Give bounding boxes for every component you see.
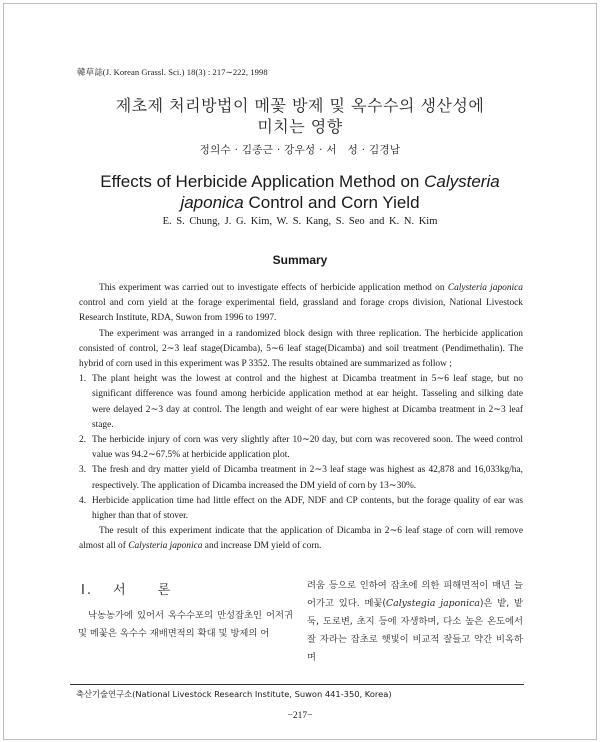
results-list bbox=[79, 372, 523, 524]
introduction-paragraph-right bbox=[307, 577, 523, 667]
body-column-right bbox=[307, 577, 523, 667]
korean-authors: 정의수 · 김종근 · 강우성 · 서 성 · 김경남 bbox=[199, 144, 401, 156]
section-heading-introduction: Ⅰ. 서 론 bbox=[81, 583, 173, 598]
english-title-part-2: Control and Corn Yield bbox=[243, 193, 420, 212]
results-item-text: The plant height was the lowest at control and the highest at Dicamba treatment in 5∼6 leaf stage, but no significant difference was found among herbicide application method at ear height. Tasseling and silking date were delayed 2∼3 day at control. The length and weight of ear were highest at Dicamba treatment in 2∼3 leaf stage. bbox=[92, 374, 523, 430]
summary-p3-text-b: and increase DM yield of corn. bbox=[202, 541, 322, 552]
body-column-left bbox=[78, 577, 293, 643]
results-item-number: 1. bbox=[79, 374, 87, 385]
korean-title bbox=[0, 95, 600, 137]
introduction-paragraph-left: 낙농농가에 있어서 옥수수포의 만성잡초인 어저귀 및 메꽃은 옥수수 재배면적의 확대 및 방제의 어 bbox=[78, 610, 293, 639]
summary-paragraph-2: The experiment was arranged in a randomized block design with three replication. The herbicide application consisted of control, 2∼3 leaf stage(Dicamba), 5∼6 leaf stage(Dicamba) and soil treatment (Pendimethalin). The hybrid of corn used in this experiment was P 3352. The results obtained are summarized as follow ; bbox=[79, 328, 523, 370]
journal-citation: 韓草誌(J. Korean Grassl. Sci.) 18(3) : 217∼222, 1998 bbox=[77, 67, 268, 77]
results-item-1 bbox=[79, 372, 523, 433]
summary-paragraph-3 bbox=[79, 524, 523, 554]
summary-p3-species: Calysteria japonica bbox=[128, 541, 203, 552]
summary-heading: Summary bbox=[272, 253, 328, 267]
english-title-part-1: Effects of Herbicide Application Method on bbox=[100, 172, 425, 191]
korean-title-line-1: 제초제 처리방법이 메꽃 방제 및 옥수수의 생산성에 bbox=[115, 96, 485, 115]
results-item-text: The herbicide injury of corn was very slightly after 10∼20 day, but corn was recovered soon. The weed control value was 94.2∼67.5% at herbicide application plot. bbox=[92, 435, 523, 461]
english-title-species-genus: Calysteria bbox=[424, 172, 500, 191]
intro-right-text-a: 려움 등으로 인하여 잡초에 의한 피해면적이 매년 늘어가고 있다. 메꽃( bbox=[307, 580, 523, 609]
results-item-text: Herbicide application time had little effect on the ADF, NDF and CP contents, but the forage quality of ear was higher than that of stover. bbox=[92, 495, 523, 522]
summary-p3-text-a: The result of this experiment indicate that the application of Dicamba in 2∼6 leaf stage of corn will remove almost all of bbox=[79, 526, 523, 552]
results-item-number: 2. bbox=[79, 435, 87, 446]
results-item-4 bbox=[79, 494, 523, 524]
summary-p1-text-a: This experiment was carried out to investigate effects of herbicide application method on bbox=[99, 283, 448, 293]
results-item-2 bbox=[79, 433, 523, 463]
intro-right-species: Calystegia japonica bbox=[386, 598, 480, 609]
english-authors: E. S. Chung, J. G. Kim, W. S. Kang, S. Seo and K. N. Kim bbox=[162, 216, 438, 227]
english-title bbox=[0, 171, 600, 213]
results-item-number: 4. bbox=[79, 495, 87, 506]
page-number: −217− bbox=[287, 711, 313, 721]
footnote-divider bbox=[70, 684, 524, 685]
results-item-number: 3. bbox=[79, 465, 87, 476]
results-item-3 bbox=[79, 463, 523, 493]
summary-p1-text-b: control and corn yield at the forage experimental field, grassland and forage crops division, National Livestock Research Institute, RDA, Suwon from 1996 to 1997. bbox=[79, 298, 523, 324]
summary-p1-species: Calysteria japonica bbox=[447, 283, 523, 293]
summary-body bbox=[79, 281, 523, 555]
english-title-species-epithet: japonica bbox=[180, 193, 244, 212]
affiliation-footnote: 축산기술연구소(National Livestock Research Institute, Suwon 441-350, Korea) bbox=[76, 689, 392, 699]
summary-paragraph-1 bbox=[79, 281, 523, 327]
intro-right-text-b: )은 밭, 밭둑, 도로변, 초지 등에 자생하며, 다소 높은 온도에서 잘 자라는 잡초로 햇빛이 비교적 잘들고 약간 비옥하며 bbox=[307, 598, 524, 663]
korean-title-line-2: 미치는 영향 bbox=[257, 117, 343, 136]
results-item-text: The fresh and dry matter yield of Dicamba treatment in 2∼3 leaf stage was highest as 42,878 and 16,033kg/ha, respectively. The application of Dicamba increased the DM yield of corn by 13∼30%. bbox=[92, 465, 523, 491]
